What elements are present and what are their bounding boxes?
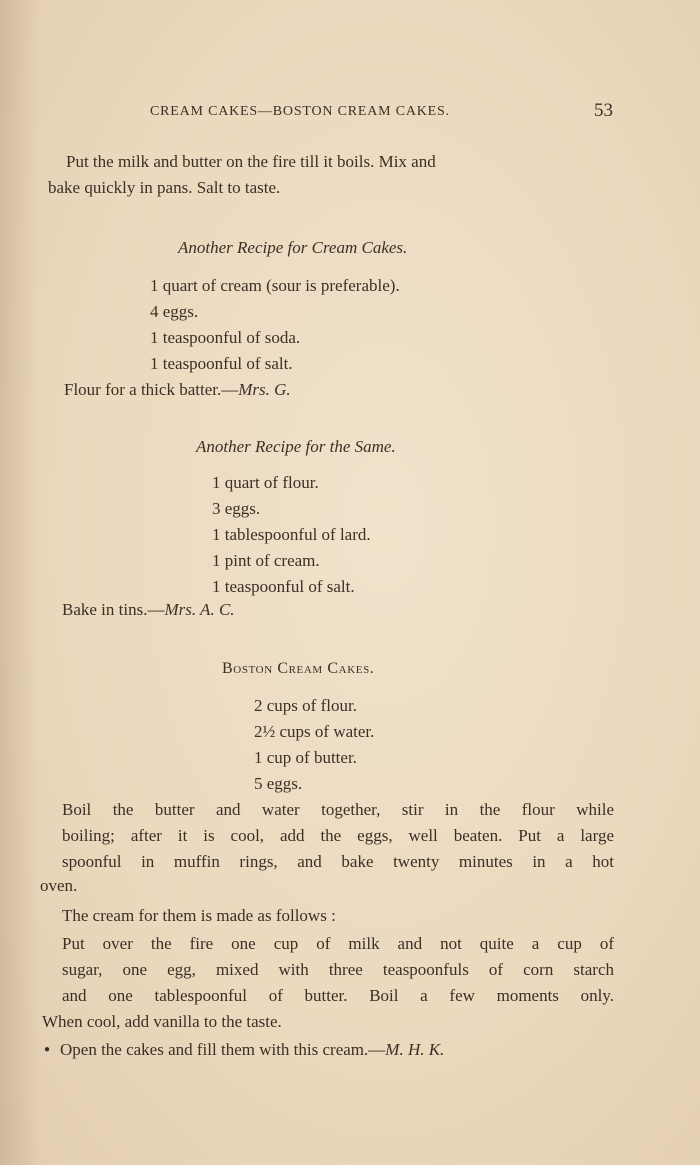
method-line: oven.	[40, 876, 78, 895]
ingredient-line: 1 pint of cream.	[212, 551, 320, 570]
recipe-closing-line	[60, 1040, 444, 1060]
intro-line-2: bake quickly in pans. Salt to taste.	[48, 178, 281, 197]
cream-line: and one tablespoonful of butter. Boil a few moments only.	[62, 986, 614, 1005]
ingredient-line: 1 teaspoonful of salt.	[212, 577, 355, 596]
signature: M. H. K.	[385, 1040, 445, 1059]
ingredient-line: 3 eggs.	[212, 499, 261, 518]
page-header	[0, 100, 700, 124]
cream-line: When cool, add vanilla to the taste.	[42, 1012, 282, 1031]
running-head: CREAM CAKES—BOSTON CREAM CAKES.	[150, 104, 450, 119]
cream-line: sugar, one egg, mixed with three teaspoonfuls of corn starch	[62, 960, 614, 979]
method-line: Boil the butter and water together, stir in the flour while	[62, 800, 614, 819]
ingredient-line: 1 tablespoonful of lard.	[212, 525, 371, 544]
page-gutter-shadow	[0, 0, 40, 1165]
cream-intro: The cream for them is made as follows :	[62, 906, 336, 925]
margin-dot-icon: ●	[44, 1044, 51, 1055]
ingredient-line: 1 teaspoonful of soda.	[150, 328, 301, 347]
closing-text: Bake in tins.—	[62, 600, 165, 619]
ingredient-line: 1 teaspoonful of salt.	[150, 354, 293, 373]
recipe-closing-line	[64, 380, 291, 400]
method-line: spoonful in muffin rings, and bake twenty minutes in a hot	[62, 852, 614, 871]
closing-text: Flour for a thick batter.—	[64, 380, 239, 399]
ingredient-line: 1 cup of butter.	[254, 748, 357, 767]
intro-line-1: Put the milk and butter on the fire till it boils. Mix and	[66, 152, 436, 171]
ingredient-line: 1 quart of cream (sour is preferable).	[150, 276, 400, 295]
signature: Mrs. A. C.	[164, 600, 235, 619]
ingredient-line: 2 cups of flour.	[254, 696, 357, 715]
method-line: boiling; after it is cool, add the eggs, well beaten. Put a large	[62, 826, 614, 845]
recipe-title-same: Another Recipe for the Same.	[196, 437, 396, 456]
recipe-title-boston-cream-cakes: Boston Cream Cakes.	[222, 660, 375, 677]
ingredient-line: 5 eggs.	[254, 774, 303, 793]
ingredient-line: 4 eggs.	[150, 302, 199, 321]
ingredient-line: 2½ cups of water.	[254, 722, 375, 741]
recipe-title-cream-cakes: Another Recipe for Cream Cakes.	[178, 238, 408, 257]
closing-text: Open the cakes and fill them with this cream.—	[60, 1040, 386, 1059]
page-number: 53	[594, 100, 613, 121]
ingredient-line: 1 quart of flour.	[212, 473, 319, 492]
cream-line: Put over the fire one cup of milk and not quite a cup of	[62, 934, 614, 953]
recipe-closing-line	[62, 600, 235, 620]
signature: Mrs. G.	[238, 380, 291, 399]
